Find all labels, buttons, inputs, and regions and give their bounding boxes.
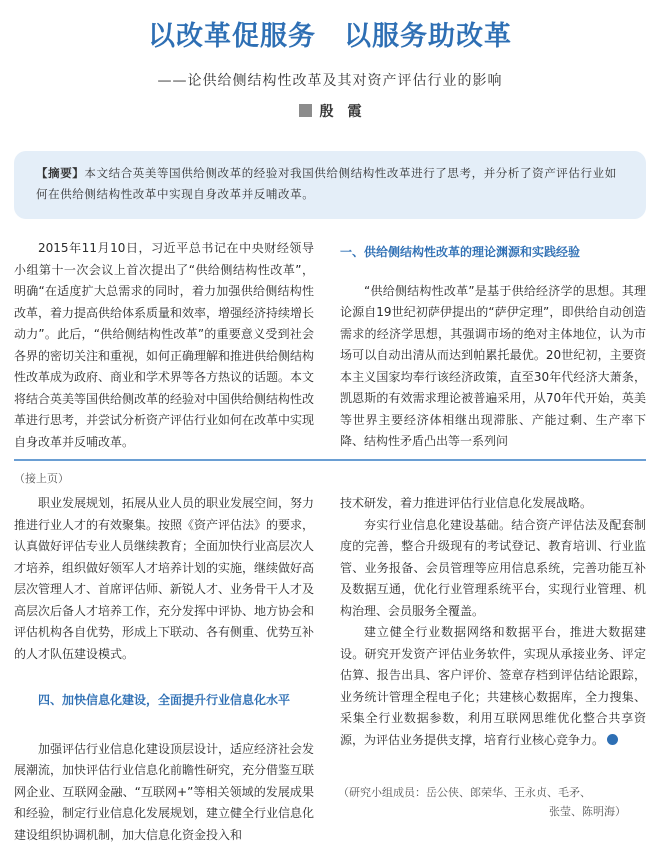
section-1-heading: 一、供给侧结构性改革的理论渊源和实践经验	[340, 242, 646, 264]
upper-left-column	[14, 238, 314, 453]
author-marker-icon	[299, 104, 312, 117]
talent-paragraph: 职业发展规划，拓展从业人员的职业发展空间，努力推进行业人才的有效聚集。按照《资产评估法》的要求，认真做好评估专业人员继续教育；全面加快行业高层次人才培养，组织做好领军人才培养计划的实施，继续做好高层次管理人才、首席评估师、新锐人才、业务骨干人才及高层次后备人才培养工作，充分发挥中评协、地方协会和评估机构各自优势，形成上下联动、各有侧重、优势互补的人才队伍建设模式。	[14, 493, 314, 665]
members-line-2: 张莹、陈明海）	[338, 802, 638, 821]
author-line	[0, 101, 660, 121]
article-end-icon	[607, 734, 618, 745]
foundation-paragraph: 夯实行业信息化建设基础。结合资产评估法及配套制度的完善，整合升级现有的考试登记、教育培训、行业监管、业务报备、会员管理等应用信息系统，完善功能互补及数据互通，优化行业管理系统平台，实现行业管理、机构治理、会员服务全覆盖。	[340, 515, 646, 623]
section-4-heading: 四、加快信息化建设，全面提升行业信息化水平	[14, 690, 314, 712]
continued-label: （接上页）	[14, 470, 69, 486]
page-title: 以改革促服务 以服务助改革	[0, 14, 660, 53]
informatization-paragraph: 加强评估行业信息化建设顶层设计，适应经济社会发展潮流，加快评估行业信息化前瞻性研究，充分借鉴互联网企业、互联网金融、“互联网+”等相关领域的发展成果和经验，制定行业信息化发展规划，建立健全行业信息化建设组织协调机制，加大信息化资金投入和	[14, 739, 314, 846]
section-1-paragraph: “供给侧结构性改革”是基于供给经济学的思想。其理论源自19世纪初萨伊提出的“萨伊定理”，即供给自动创造需求的经济学思想，其强调市场的绝对主体地位，认为市场可以自动出清从而达到帕累托最优。20世纪初，主要资本主义国家均奉行该经济政策，直至30年代经济大萧条，凯恩斯的有效需求理论被普遍采用，从70年代开始，英美等世界主要经济体相继出现滞胀、产能过剩、生产率下降、结构性矛盾凸出等一系列问	[340, 281, 646, 453]
lower-left-column	[14, 493, 314, 846]
lower-right-column	[340, 493, 646, 751]
page-subtitle: ——论供给侧结构性改革及其对资产评估行业的影响	[0, 70, 660, 90]
data-platform-paragraph	[340, 622, 646, 751]
upper-right-column	[340, 242, 646, 453]
abstract-box	[14, 151, 646, 219]
research-members	[338, 783, 638, 821]
abstract-label: 【摘要】	[36, 166, 84, 180]
author-name: 殷 霞	[320, 104, 362, 120]
data-platform-text: 建立健全行业数据网络和数据平台，推进大数据建设。研究开发资产评估业务软件，实现从承接业务、评定估算、报告出具、客户评价、签章存档到评估结论跟踪，业务统计管理全程电子化；共建核心数据库，全力搜集、采集全行业数据参数，利用互联网思维优化整合共享资源，为评估业务提供支撑，培育行业核心竞争力。	[340, 625, 646, 747]
intro-paragraph: 2015年11月10日，习近平总书记在中央财经领导小组第十一次会议上首次提出了“供给侧结构性改革”，明确“在适度扩大总需求的同时，着力加强供给侧结构性改革，着力提高供给体系质量和效率，增强经济持续增长动力”。此后，“供给侧结构性改革”的重要意义受到社会各界的密切关注和重视，如何正确理解和推进供给侧结构性改革成为政府、商业和学术界等各方热议的话题。本文将结合英美等国供给侧改革的经验对中国供给侧结构性改革进行思考，并尝试分析资产评估行业如何在改革中实现自身改革并反哺改革。	[14, 238, 314, 453]
tech-paragraph: 技术研发，着力推进评估行业信息化发展战略。	[340, 493, 646, 515]
abstract-text: 本文结合英美等国供给侧改革的经验对我国供给侧结构性改革进行了思考，并分析了资产评估行业如何在供给侧结构性改革中实现自身改革并反哺改革。	[36, 166, 617, 201]
section-divider	[14, 459, 646, 461]
members-line-1: （研究小组成员：岳公侠、郎荣华、王永贞、毛矛、	[338, 786, 591, 799]
